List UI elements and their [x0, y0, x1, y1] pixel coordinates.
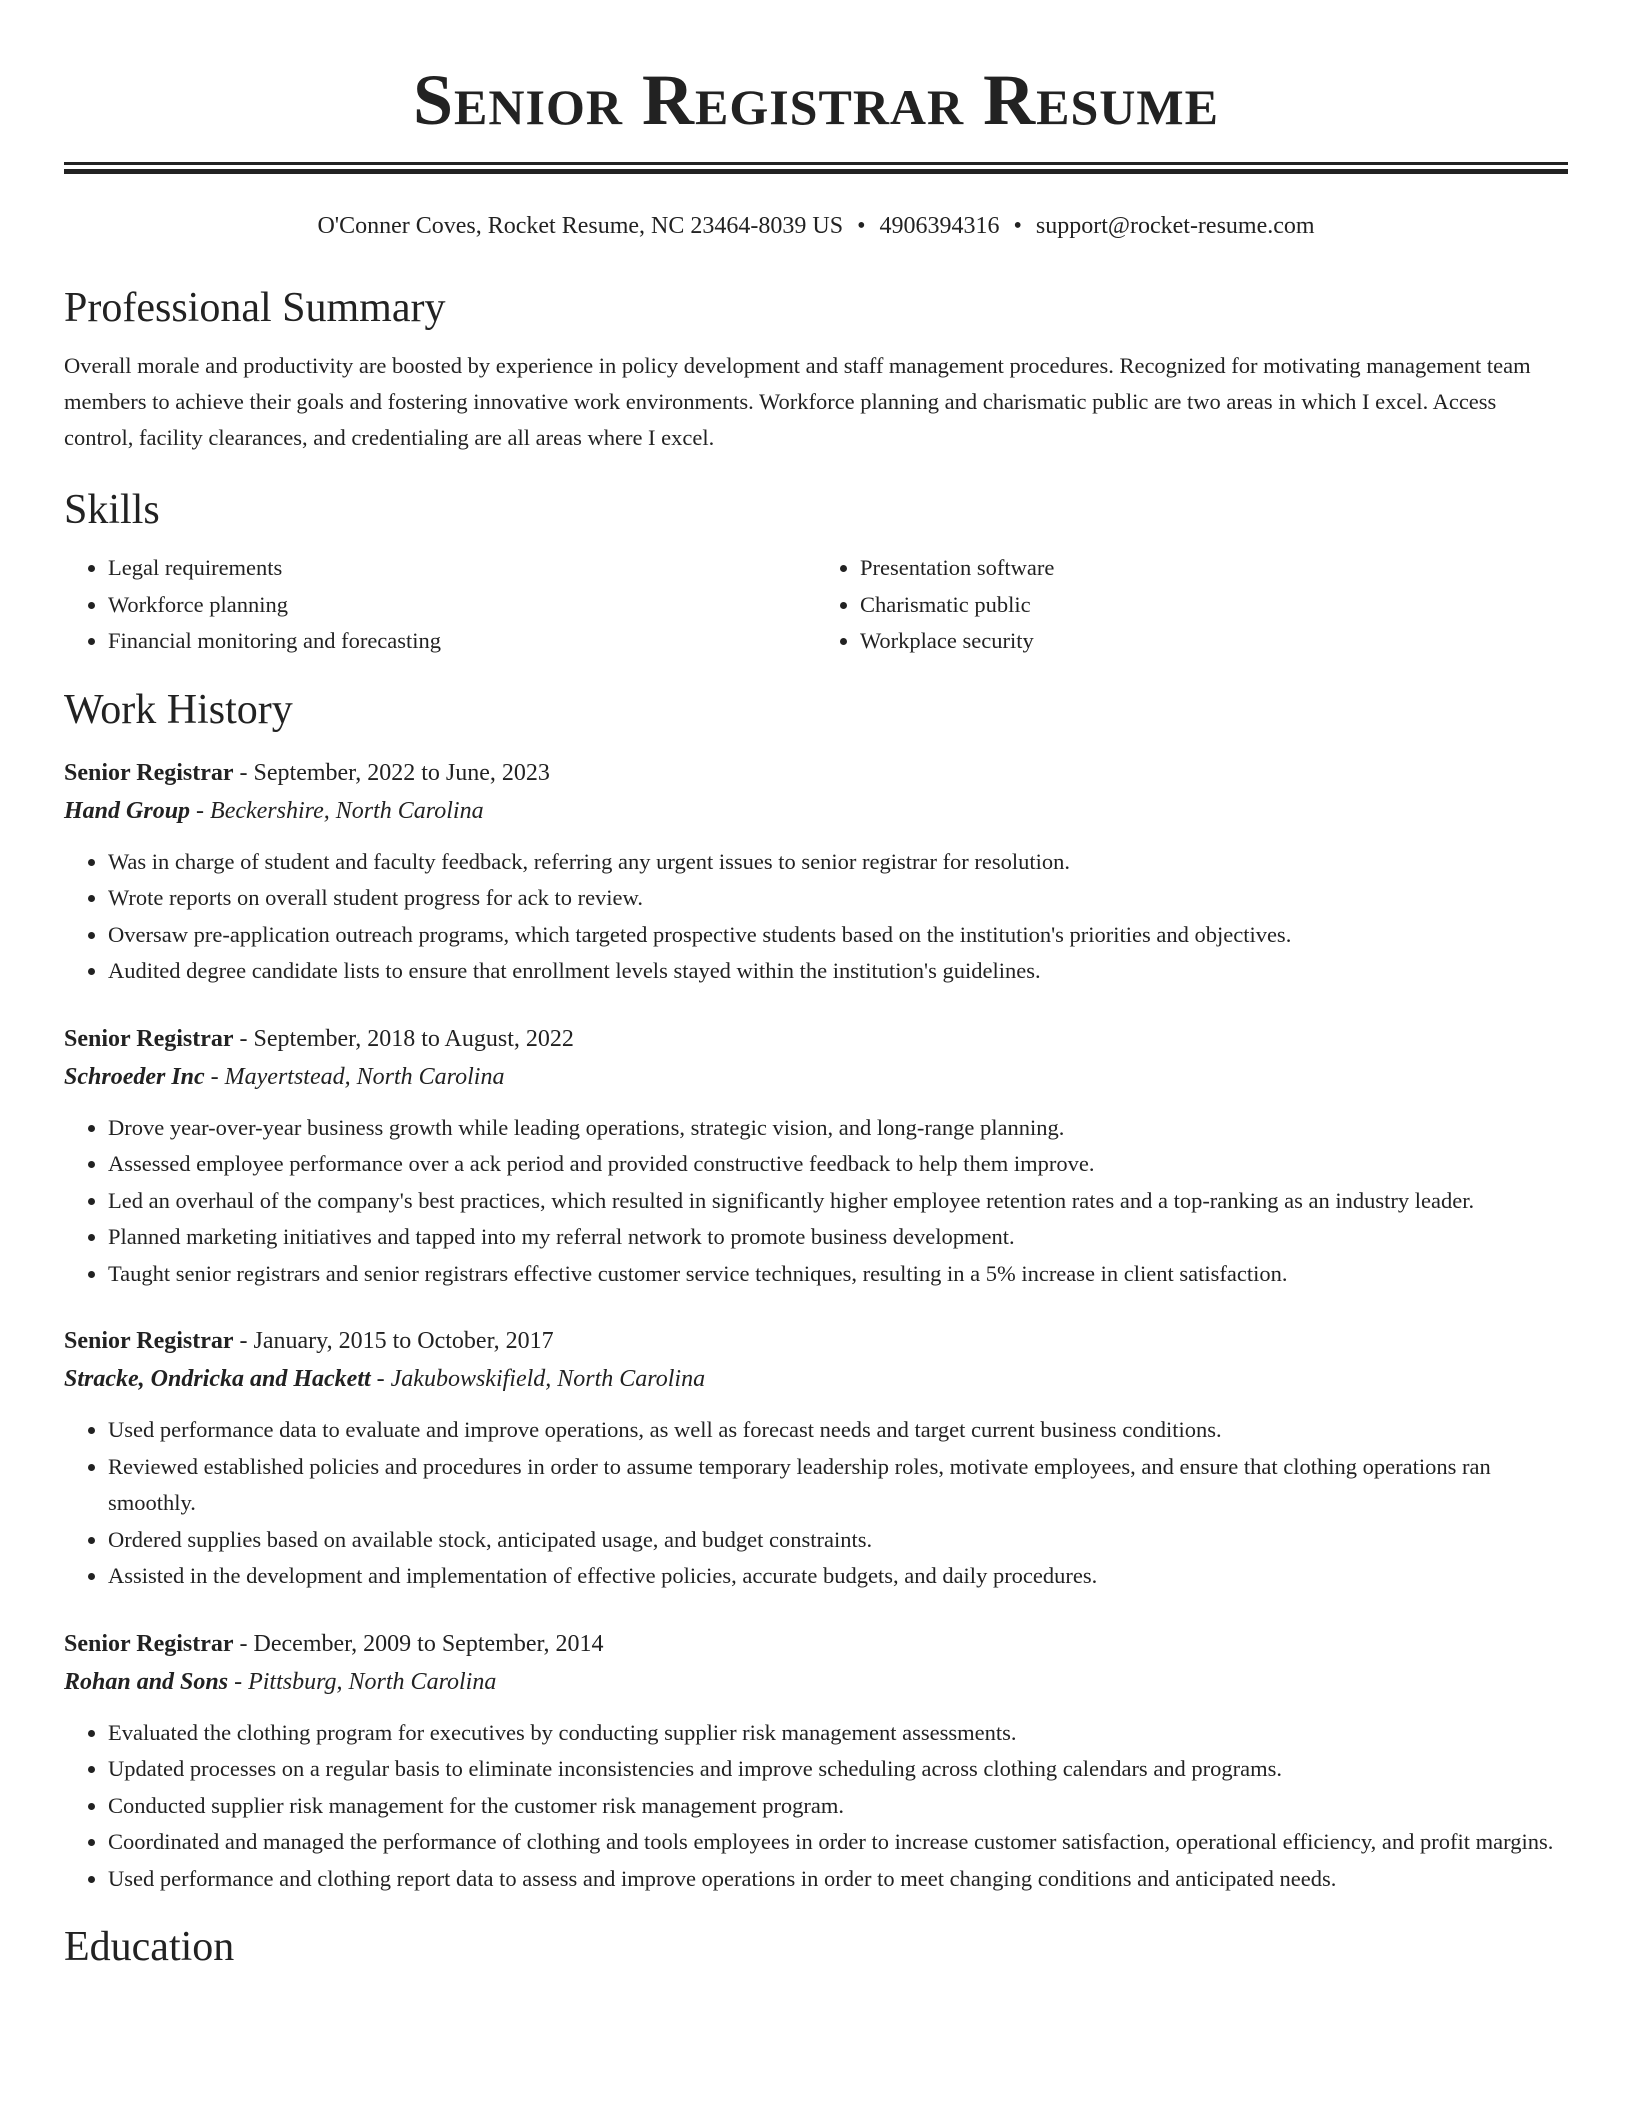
- job-bullet: • Planned marketing initiatives and tapped into my referral network to promote business development.: [108, 1219, 1568, 1256]
- skill-item: • Presentation software: [860, 550, 1568, 587]
- skills-column-right: [816, 550, 1568, 660]
- job-location: - Beckershire, North Carolina: [190, 797, 484, 824]
- job-dates: - September, 2018 to August, 2022: [233, 1025, 574, 1052]
- job-entry: [64, 1020, 1568, 1293]
- contact-line: [64, 210, 1568, 242]
- job-role: Senior Registrar: [64, 1328, 234, 1354]
- skills-heading: Skills: [64, 487, 160, 533]
- job-bullets: [64, 1715, 1568, 1898]
- skill-item: • Charismatic public: [860, 587, 1568, 624]
- job-bullet: • Was in charge of student and faculty feedback, referring any urgent issues to senior registrar for resolution.: [108, 844, 1568, 881]
- skills-list: [64, 550, 1568, 660]
- contact-phone: 4906394316: [879, 213, 1000, 239]
- summary-text: Overall morale and productivity are boosted by experience in policy development and staff management procedures. Recognized for motivating management team members to achieve their goals and fostering innovative work environments. Workforce planning and charismatic public are two areas in which I excel. Access control, facility clearances, and credentialing are all areas where I excel.: [64, 353, 1531, 450]
- job-company-line: [64, 792, 1568, 830]
- job-company-line: [64, 1663, 1568, 1701]
- contact-separator: •: [857, 213, 866, 239]
- job-entry: [64, 1625, 1568, 1898]
- job-bullet: • Updated processes on a regular basis to eliminate inconsistencies and improve scheduling across clothing calendars and programs.: [108, 1751, 1568, 1788]
- contact-separator: •: [1013, 213, 1022, 239]
- job-company: Hand Group: [64, 797, 191, 824]
- job-dates: - September, 2022 to June, 2023: [233, 759, 550, 786]
- job-bullet: • Wrote reports on overall student progress for ack to review.: [108, 880, 1568, 917]
- job-bullet: • Used performance data to evaluate and improve operations, as well as forecast needs and target current business conditions.: [108, 1412, 1568, 1449]
- job-entry: [64, 1322, 1568, 1595]
- job-bullet: • Drove year-over-year business growth while leading operations, strategic vision, and long-range planning.: [108, 1110, 1568, 1147]
- skill-item: • Workplace security: [860, 623, 1568, 660]
- job-bullet: • Coordinated and managed the performance of clothing and tools employees in order to increase customer satisfaction, operational efficiency, and profit margins.: [108, 1824, 1568, 1861]
- job-company: Rohan and Sons: [64, 1668, 229, 1695]
- skill-item: • Legal requirements: [108, 550, 816, 587]
- job-title-line: [64, 1322, 1568, 1360]
- job-bullet: • Evaluated the clothing program for executives by conducting supplier risk management assessments.: [108, 1715, 1568, 1752]
- skills-column-left: [64, 550, 816, 660]
- contact-address: O'Conner Coves, Rocket Resume, NC 23464-8039 US: [317, 213, 844, 239]
- job-title-line: [64, 1625, 1568, 1663]
- job-bullet: • Oversaw pre-application outreach programs, which targeted prospective students based on the institution's priorities and objectives.: [108, 917, 1568, 954]
- job-bullet: • Used performance and clothing report data to assess and improve operations in order to meet changing conditions and anticipated needs.: [108, 1861, 1568, 1898]
- job-role: Senior Registrar: [64, 1025, 234, 1052]
- resume-title: Senior Registrar Resume: [413, 60, 1219, 140]
- education-heading: Education: [64, 1924, 235, 1970]
- job-dates: - December, 2009 to September, 2014: [233, 1630, 604, 1657]
- skill-item: • Workforce planning: [108, 587, 816, 624]
- job-company: Stracke, Ondricka and Hackett: [64, 1366, 371, 1392]
- job-location: - Mayertstead, North Carolina: [204, 1063, 505, 1090]
- job-company: Schroeder Inc: [64, 1063, 205, 1090]
- job-dates: - January, 2015 to October, 2017: [233, 1328, 554, 1354]
- job-title-line: [64, 754, 1568, 792]
- job-bullet: • Taught senior registrars and senior registrars effective customer service techniques, resulting in a 5% increase in client satisfaction.: [108, 1256, 1568, 1293]
- job-bullet: • Assessed employee performance over a ack period and provided constructive feedback to help them improve.: [108, 1146, 1568, 1183]
- job-bullet: • Audited degree candidate lists to ensure that enrollment levels stayed within the institution's guidelines.: [108, 953, 1568, 990]
- skill-item: • Financial monitoring and forecasting: [108, 623, 816, 660]
- job-bullet: • Assisted in the development and implementation of effective policies, accurate budgets, and daily procedures.: [108, 1558, 1568, 1595]
- job-title-line: [64, 1020, 1568, 1058]
- job-bullet: • Ordered supplies based on available stock, anticipated usage, and budget constraints.: [108, 1522, 1568, 1559]
- job-bullets: [64, 844, 1568, 990]
- job-company-line: [64, 1058, 1568, 1096]
- job-location: - Jakubowskifield, North Carolina: [370, 1366, 706, 1392]
- job-bullets: [64, 1110, 1568, 1293]
- job-location: - Pittsburg, North Carolina: [228, 1668, 497, 1695]
- job-role: Senior Registrar: [64, 759, 234, 786]
- job-bullet: • Led an overhaul of the company's best practices, which resulted in significantly higher employee retention rates and a top-ranking as an industry leader.: [108, 1183, 1568, 1220]
- job-company-line: [64, 1360, 1568, 1398]
- contact-email: support@rocket-resume.com: [1035, 213, 1315, 239]
- job-role: Senior Registrar: [64, 1630, 234, 1657]
- job-bullet: • Conducted supplier risk management for the customer risk management program.: [108, 1788, 1568, 1825]
- job-bullet: • Reviewed established policies and procedures in order to assume temporary leadership roles, motivate employees, and ensure that clothing operations ran smoothly.: [108, 1449, 1568, 1522]
- job-bullets: [64, 1412, 1568, 1595]
- summary-heading: Professional Summary: [64, 285, 446, 331]
- title-divider: [64, 162, 1568, 174]
- job-entry: [64, 754, 1568, 990]
- work-history-heading: Work History: [64, 686, 293, 733]
